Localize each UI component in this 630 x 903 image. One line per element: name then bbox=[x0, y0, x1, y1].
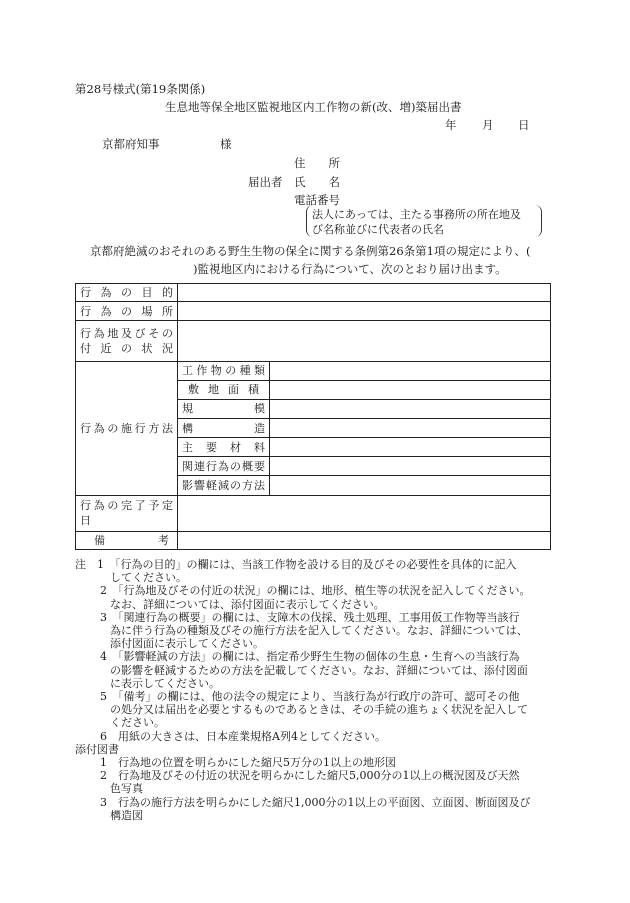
sub-structure-type-label: 工作物の種類 bbox=[178, 361, 270, 380]
phone-label: 電話番号 bbox=[294, 193, 340, 207]
place-field[interactable] bbox=[178, 302, 551, 321]
purpose-field[interactable] bbox=[178, 284, 551, 302]
note-line: 3 「関連行為の概要」の欄には、支障木の伐採、残土処理、工事用仮工作物等当該行 bbox=[100, 610, 520, 624]
sub-related-acts-field[interactable] bbox=[270, 457, 551, 476]
purpose-label: 行為の目的 bbox=[76, 284, 178, 302]
notifier-label: 届出者 bbox=[248, 175, 283, 189]
attachment-line: 色写真 bbox=[110, 782, 143, 796]
note-line: に表示してください。 bbox=[110, 676, 220, 690]
note-line: の影響を軽減するための方法を記載してください。なお、詳細については、添付図面 bbox=[110, 663, 528, 677]
sub-site-area-field[interactable] bbox=[270, 380, 551, 399]
date-year-label: 年 bbox=[445, 118, 457, 132]
remarks-field[interactable] bbox=[178, 531, 551, 549]
sub-site-area-label: 敷地面積 bbox=[178, 380, 270, 399]
method-label: 行為の施行方法 bbox=[76, 361, 178, 495]
corporation-note-line-1: 法人にあっては、主たる事務所の所在地及 bbox=[312, 208, 521, 221]
address-label: 住 所 bbox=[294, 156, 340, 170]
note-line: の処分又は届出を必要とするものであるときは、その手続の進ちょく状況を記入して bbox=[110, 703, 528, 717]
note-line: 4 「影響軽減の方法」の欄には、指定希少野生生物の個体の生息・生育への当該行為 bbox=[100, 650, 520, 664]
notification-form-table bbox=[75, 283, 551, 550]
note-line: してください。 bbox=[110, 571, 187, 585]
attachment-line: 2 行為地及びその付近の状況を明らかにした縮尺5,000分の1以上の概況図及び天然 bbox=[100, 769, 520, 783]
sub-construction-field[interactable] bbox=[270, 418, 551, 437]
note-line: 添付図面に表示してください。 bbox=[110, 637, 264, 651]
completion-date-field[interactable] bbox=[178, 495, 551, 531]
sub-main-materials-label: 主要材料 bbox=[178, 438, 270, 457]
location-status-label-line-1: 行為地及びその bbox=[80, 326, 173, 340]
intro-line-1: 京都府絶滅のおそれのある野生生物の保全に関する条例第26条第1項の規定により、( bbox=[90, 244, 531, 258]
completion-date-label bbox=[76, 495, 178, 531]
sub-main-materials-field[interactable] bbox=[270, 438, 551, 457]
addressee-suffix: 様 bbox=[220, 137, 232, 151]
location-status-field[interactable] bbox=[178, 321, 551, 361]
note-line: 6 用紙の大きさは、日本産業規格A列4としてください。 bbox=[100, 729, 386, 743]
sub-impact-mitigation-label: 影響軽減の方法 bbox=[178, 476, 270, 495]
addressee: 京都府知事 bbox=[102, 137, 160, 151]
corporation-note-line-2: び名称並びに代表者の氏名 bbox=[312, 223, 444, 236]
note-line: 注 1 「行為の目的」の欄には、当該工作物を設ける目的及びその必要性を具体的に記入 bbox=[75, 558, 517, 571]
remarks-label: 備考 bbox=[76, 531, 178, 549]
note-line: 2 「行為地及びその付近の状況」の欄には、地形、植生等の状況を記入してください。 bbox=[100, 584, 531, 598]
form-number: 第28号様式(第19条関係) bbox=[75, 82, 206, 96]
sub-structure-type-field[interactable] bbox=[270, 361, 551, 380]
note-line: 5 「備考」の欄には、他の法令の規定により、当該行為が行政庁の許可、認可その他 bbox=[100, 690, 520, 703]
sub-related-acts-label: 関連行為の概要 bbox=[178, 457, 270, 476]
completion-date-label-line-1: 行為の完了予定 bbox=[80, 499, 173, 513]
date-month-label: 月 bbox=[482, 118, 494, 132]
note-line: なお、詳細については、添付図面に表示してください。 bbox=[110, 597, 385, 611]
note-line: 為に伴う行為の種類及びその施行方法を記入してください。なお、詳細については、 bbox=[110, 624, 528, 637]
document-title: 生息地等保全地区監視地区内工作物の新(改、増)築届出書 bbox=[165, 100, 462, 114]
completion-date-label-line-2: 日 bbox=[80, 514, 91, 528]
location-status-label-line-2: 付近の状況 bbox=[80, 341, 173, 355]
attachment-line: 3 行為の施行方法を明らかにした縮尺1,000分の1以上の平面図、立面図、断面図及び bbox=[100, 795, 531, 809]
date-day-label: 日 bbox=[518, 118, 530, 132]
sub-scale-label: 規模 bbox=[178, 399, 270, 418]
note-line: ください。 bbox=[110, 716, 165, 730]
place-label: 行為の場所 bbox=[76, 302, 178, 321]
sub-impact-mitigation-field[interactable] bbox=[270, 476, 551, 495]
sub-construction-label: 構造 bbox=[178, 418, 270, 437]
attachment-line: 1 行為地の位置を明らかにした縮尺5万分の1以上の地形図 bbox=[100, 756, 396, 769]
location-status-label bbox=[76, 321, 178, 361]
name-label: 氏 名 bbox=[294, 175, 340, 189]
attachments-heading: 添付図書 bbox=[75, 742, 119, 756]
sub-scale-field[interactable] bbox=[270, 399, 551, 418]
attachment-line: 構造図 bbox=[110, 808, 143, 822]
intro-line-2: )監視地区内における行為について、次のとおり届け出ます。 bbox=[193, 262, 507, 276]
